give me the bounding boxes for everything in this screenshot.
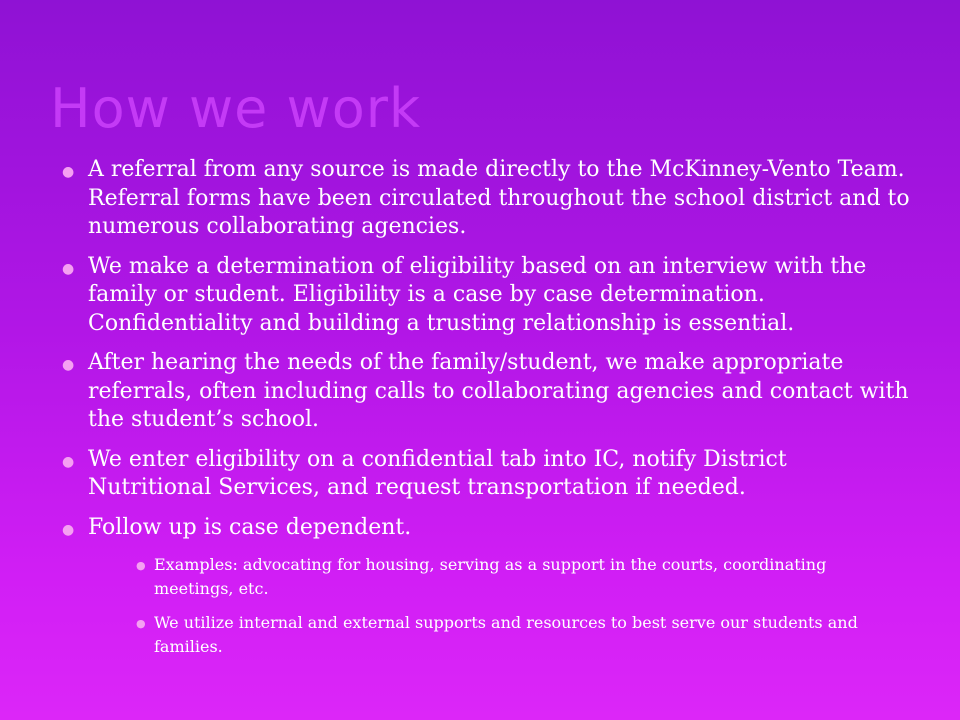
- sub-bullet-item: [136, 611, 910, 659]
- bullet-dot-icon: ●: [62, 164, 75, 180]
- bullet-dot-icon: ●: [62, 260, 75, 277]
- bullet-item: [60, 446, 910, 503]
- bullet-item: [60, 514, 910, 543]
- bullet-item: [60, 156, 910, 242]
- bullet-dot-icon: ●: [62, 521, 75, 538]
- bullet-dot-icon: ●: [62, 357, 75, 373]
- bullet-text: A referral from any source is made directly to the McKinney-Vento Team. Referral forms have been circulated throughout the school district and to numerous collaborating agencies.: [88, 157, 910, 239]
- sub-bullet-item: [136, 553, 910, 601]
- sub-bullet-text: We utilize internal and external supports and resources to best serve our students and families.: [154, 613, 858, 656]
- sub-bullet-text: Examples: advocating for housing, serving as a support in the courts, coordinating meetings, etc.: [154, 555, 827, 598]
- bullet-item: [60, 349, 910, 435]
- slide-title: How we work: [50, 77, 422, 140]
- bullet-dot-icon: ●: [62, 453, 75, 470]
- sub-bullet-dot-icon: ●: [136, 559, 146, 572]
- bullet-item: [60, 253, 910, 339]
- bullet-text: We make a determination of eligibility based on an interview with the family or student. Eligibility is a case by case determination. Confidentiality and building a trusting relationship is essential.: [88, 253, 867, 336]
- bullet-text: We enter eligibility on a confidential tab into IC, notify District Nutritional Services, and request transportation if needed.: [88, 446, 787, 500]
- sub-bullet-dot-icon: ●: [136, 617, 146, 630]
- bullet-text: Follow up is case dependent.: [88, 514, 412, 540]
- bullet-list: [60, 156, 910, 669]
- bullet-text: After hearing the needs of the family/student, we make appropriate referrals, often including calls to collaborating agencies and contact with the student’s school.: [88, 350, 909, 432]
